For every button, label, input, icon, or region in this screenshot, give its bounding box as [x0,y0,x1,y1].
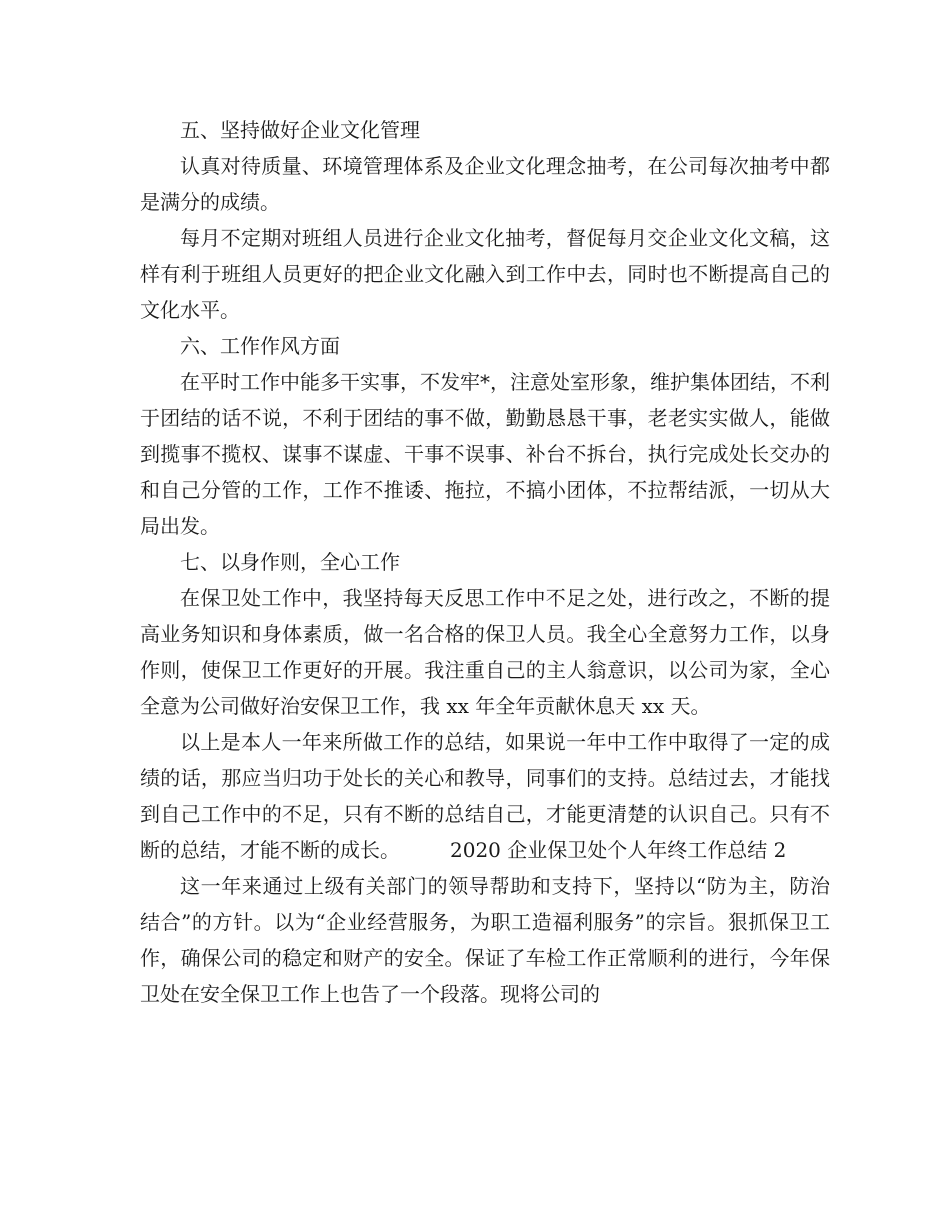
section-heading-7: 七、以身作则，全心工作 [180,550,400,574]
section-heading-5: 五、坚持做好企业文化管理 [180,118,420,142]
paragraph: 每月不定期对班组人员进行企业文化抽考，督促每月交企业文化文稿，这样有利于班组人员更好的把企业文化融入到工作中去，同时也不断提高自己的文化水平。 [140,226,830,322]
paragraph: 在平时工作中能多干实事，不发牢*，注意处室形象，维护集体团结，不利于团结的话不说，不利于团结的事不做，勤勤恳恳干事，老老实实做人，能做到揽事不揽权、谋事不谋虚、干事不误事、补台不拆台，执行完成处长交办的和自己分管的工作，工作不推诿、拖拉，不搞小团体，不拉帮结派，一切从大局出发。 [140,370,830,538]
paragraph: 认真对待质量、环境管理体系及企业文化理念抽考，在公司每次抽考中都是满分的成绩。 [140,154,830,214]
paragraph: 以上是本人一年来所做工作的总结，如果说一年中工作中取得了一定的成绩的话，那应当归功于处长的关心和教导，同事们的支持。总结过去，才能找到自己工作中的不足，只有不断的总结自己，才能更清楚的认识自己。只有不断的总结，才能不断的成长。 2020 企业保卫处个人年终工作总结 2 [140,730,830,862]
paragraph: 这一年来通过上级有关部门的领导帮助和支持下，坚持以“防为主，防治结合”的方针。以为“企业经营服务，为职工造福利服务”的宗旨。狠抓保卫工作，确保公司的稳定和财产的安全。保证了车检工作正常顺利的进行，今年保卫处在安全保卫工作上也告了一个段落。现将公司的 [140,874,830,1006]
document-page [140,112,830,1012]
paragraph: 在保卫处工作中，我坚持每天反思工作中不足之处，进行改之，不断的提高业务知识和身体素质，做一名合格的保卫人员。我全心全意努力工作，以身作则，使保卫工作更好的开展。我注重自己的主人翁意识，以公司为家，全心全意为公司做好治安保卫工作，我 xx 年全年贡献休息天 xx 天。 [140,586,830,718]
section-heading-6: 六、工作作风方面 [180,334,340,358]
